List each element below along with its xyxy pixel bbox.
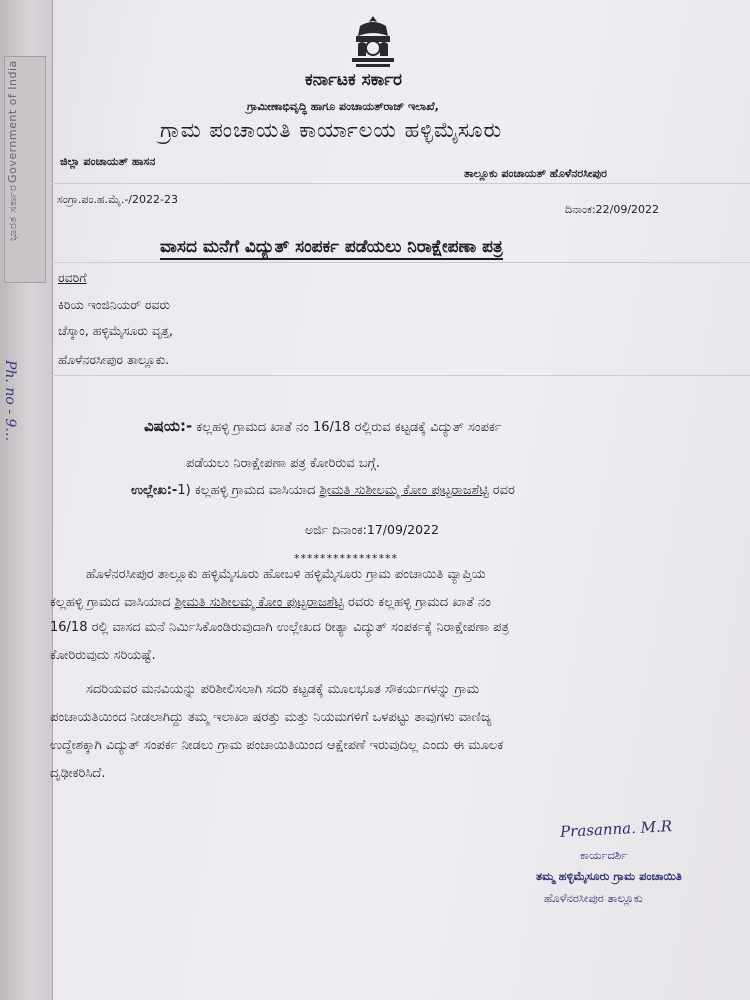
signatory-designation: ಕಾರ್ಯದರ್ಶಿ [580, 848, 628, 862]
letterhead-taluk: ತಾಲ್ಲೂಕು ಪಂಚಾಯತ್ ಹೊಳೆನರಸೀಪುರ [464, 167, 607, 180]
letterhead-department: ಗ್ರಾಮೀಣಾಭಿವೃದ್ಧಿ ಹಾಗೂ ಪಂಚಾಯತ್‌ರಾಜ್ ಇಲಾಖೆ, [247, 100, 439, 113]
body-line: ಸದರಿಯವರ ಮನವಿಯನ್ನು ಪರಿಶೀಲಿಸಲಾಗಿ ಸದರಿ ಕಟ್ಟಡಕ್ಕೆ ಮೂಲಭೂತ ಸೌಕರ್ಯಗಳನ್ನು ಗ್ರಾಮ [86, 682, 480, 697]
reference-line [131, 483, 515, 498]
addressee-line: ಹೊಳೆನರಸೀಪುರ ತಾಲ್ಲೂಕು. [58, 352, 170, 367]
applicant-name: ಶ್ರೀಮತಿ ಸುಶೀಲಮ್ಮ ಕೋಂ ಪುಟ್ಟರಾಜಶೆಟ್ಟಿ [319, 483, 489, 498]
state-emblem-icon [342, 14, 404, 70]
body-text: ಕಲ್ಲಹಳ್ಳಿ ಗ್ರಾಮದ ವಾಸಿಯಾದ [50, 595, 175, 610]
addressee-line: ಕಿರಿಯ ಇಂಜಿನಿಯರ್ ರವರು [58, 297, 171, 312]
reference-text: 1) ಕಲ್ಲಹಳ್ಳಿ ಗ್ರಾಮದ ವಾಸಿಯಾದ [177, 483, 320, 498]
body-line: ಹೊಳೆನರಸೀಪುರ ತಾಲ್ಲೂಕು ಹಳ್ಳಿಮೈಸೂರು ಹೋಬಳಿ ಹಳ್ಳಿಮೈಸೂರು ಗ್ರಾಮ ಪಂಚಾಯಿತಿ ವ್ಯಾಪ್ತಿಯ [86, 567, 486, 582]
body-line: 16/18 ರಲ್ಲಿ ವಾಸದ ಮನೆ ನಿರ್ಮಿಸಿಕೊಂಡಿರುವುದಾಗಿ ಉಲ್ಲೇಖದ ರೀತ್ಯಾ ವಿದ್ಯುತ್ ಸಂಪರ್ಕಕ್ಕೆ ನಿರಾಕ್ಷೇಪಣಾ ಪತ್ರ [50, 620, 509, 635]
binding-vertical-text [6, 60, 19, 241]
subject-line [144, 417, 502, 435]
letter-title: ವಾಸದ ಮನೆಗೆ ವಿದ್ಯುತ್ ಸಂಪರ್ಕ ಪಡೆಯಲು ನಿರಾಕ್ಷೇಪಣಾ ಪತ್ರ [160, 237, 503, 260]
body-line [50, 595, 491, 610]
ruled-line [52, 375, 750, 376]
binding-text-kannada: ಭಾರತ ಸರ್ಕಾರ [6, 184, 19, 241]
signatory-office: ತಮ್ಮ ಹಳ್ಳಿಮೈಸೂರು ಗ್ರಾಮ ಪಂಚಾಯಿತಿ [536, 869, 682, 883]
subject-label: ವಿಷಯ:- [144, 417, 193, 435]
ruled-line [52, 183, 750, 184]
body-text: ರವರು ಕಲ್ಲಹಳ್ಳಿ ಗ್ರಾಮದ ಖಾತೆ ನಂ [343, 595, 491, 610]
letterhead-government: ಕರ್ನಾಟಕ ಸರ್ಕಾರ [305, 70, 403, 90]
handwritten-signature: Prasanna. M.R [559, 817, 673, 841]
ruled-line [52, 262, 750, 263]
addressee-line: ಚೆಸ್ಕಾಂ, ಹಳ್ಳಿಮೈಸೂರು ವೃತ್ತ, [58, 323, 174, 338]
subject-text: ಕಲ್ಲಹಳ್ಳಿ ಗ್ರಾಮದ ಖಾತೆ ನಂ 16/18 ರಲ್ಲಿರುವ ಕಟ್ಟಡಕ್ಕೆ ವಿದ್ಯುತ್ ಸಂಪರ್ಕ [196, 420, 502, 435]
body-line: ಪಂಚಾಯತಿಯಿಂದ ನೀಡಲಾಗಿದ್ದು ತಮ್ಮ ಇಲಾಖಾ ಷರತ್ತು ಮತ್ತು ನಿಯಮಗಳಿಗೆ ಒಳಪಟ್ಟು ತಾವುಗಳು ವಾಣಿಜ್ಯ [50, 710, 492, 725]
binding-text-english: Government of India [6, 60, 19, 183]
letterhead-district: ಜಿಲ್ಲಾ ಪಂಚಾಯತ್ ಹಾಸನ [60, 155, 156, 168]
application-date: ಅರ್ಜಿ ದಿನಾಂಕ:17/09/2022 [305, 522, 439, 537]
reference-text-end: ರವರ [488, 483, 515, 498]
letterhead-office: ಗ್ರಾಮ ಪಂಚಾಯತಿ ಕಾರ್ಯಾಲಯ ಹಳ್ಳಿಮೈಸೂರು [160, 118, 503, 142]
applicant-name: ಶ್ರೀಮತಿ ಸುಶೀಲಮ್ಮ ಕೋಂ ಪುಟ್ಟರಾಜಶೆಟ್ಟಿ [174, 595, 344, 610]
binding-handwriting: Ph. no - 9… [2, 360, 18, 442]
reference-label: ಉಲ್ಲೇಖ:- [131, 483, 178, 498]
addressee-salutation: ರವರಿಗೆ [58, 270, 87, 285]
body-line: ಉದ್ದೇಶಕ್ಕಾಗಿ ವಿದ್ಯುತ್ ಸಂಪರ್ಕ ನೀಡಲು ಗ್ರಾಮ ಪಂಚಾಯಿತಿಯಿಂದ ಆಕ್ಷೇಪಣೆ ಇರುವುದಿಲ್ಲ ಎಂದು ಈ ಮೂಲಕ [50, 738, 504, 753]
signatory-taluk: ಹೊಳೆನರಸೀಪುರ ತಾಲ್ಲೂಕು [544, 891, 643, 905]
body-line: ಕೋರಿರುವುದು ಸರಿಯಷ್ಟೆ. [50, 648, 156, 663]
file-binding-strip [0, 0, 53, 1000]
body-line: ದೃಢೀಕರಿಸಿದೆ. [50, 766, 106, 781]
separator-stars: **************** [294, 552, 398, 565]
letter-date: ದಿನಾಂಕ:22/09/2022 [565, 203, 660, 216]
reference-number: ಸಂಗ್ರಾ.ಪಂ.ಹ.ಮೈ.-/2022-23 [57, 193, 178, 206]
subject-continuation: ಪಡೆಯಲು ನಿರಾಕ್ಷೇಪಣಾ ಪತ್ರ ಕೋರಿರುವ ಬಗ್ಗೆ. [186, 456, 381, 471]
